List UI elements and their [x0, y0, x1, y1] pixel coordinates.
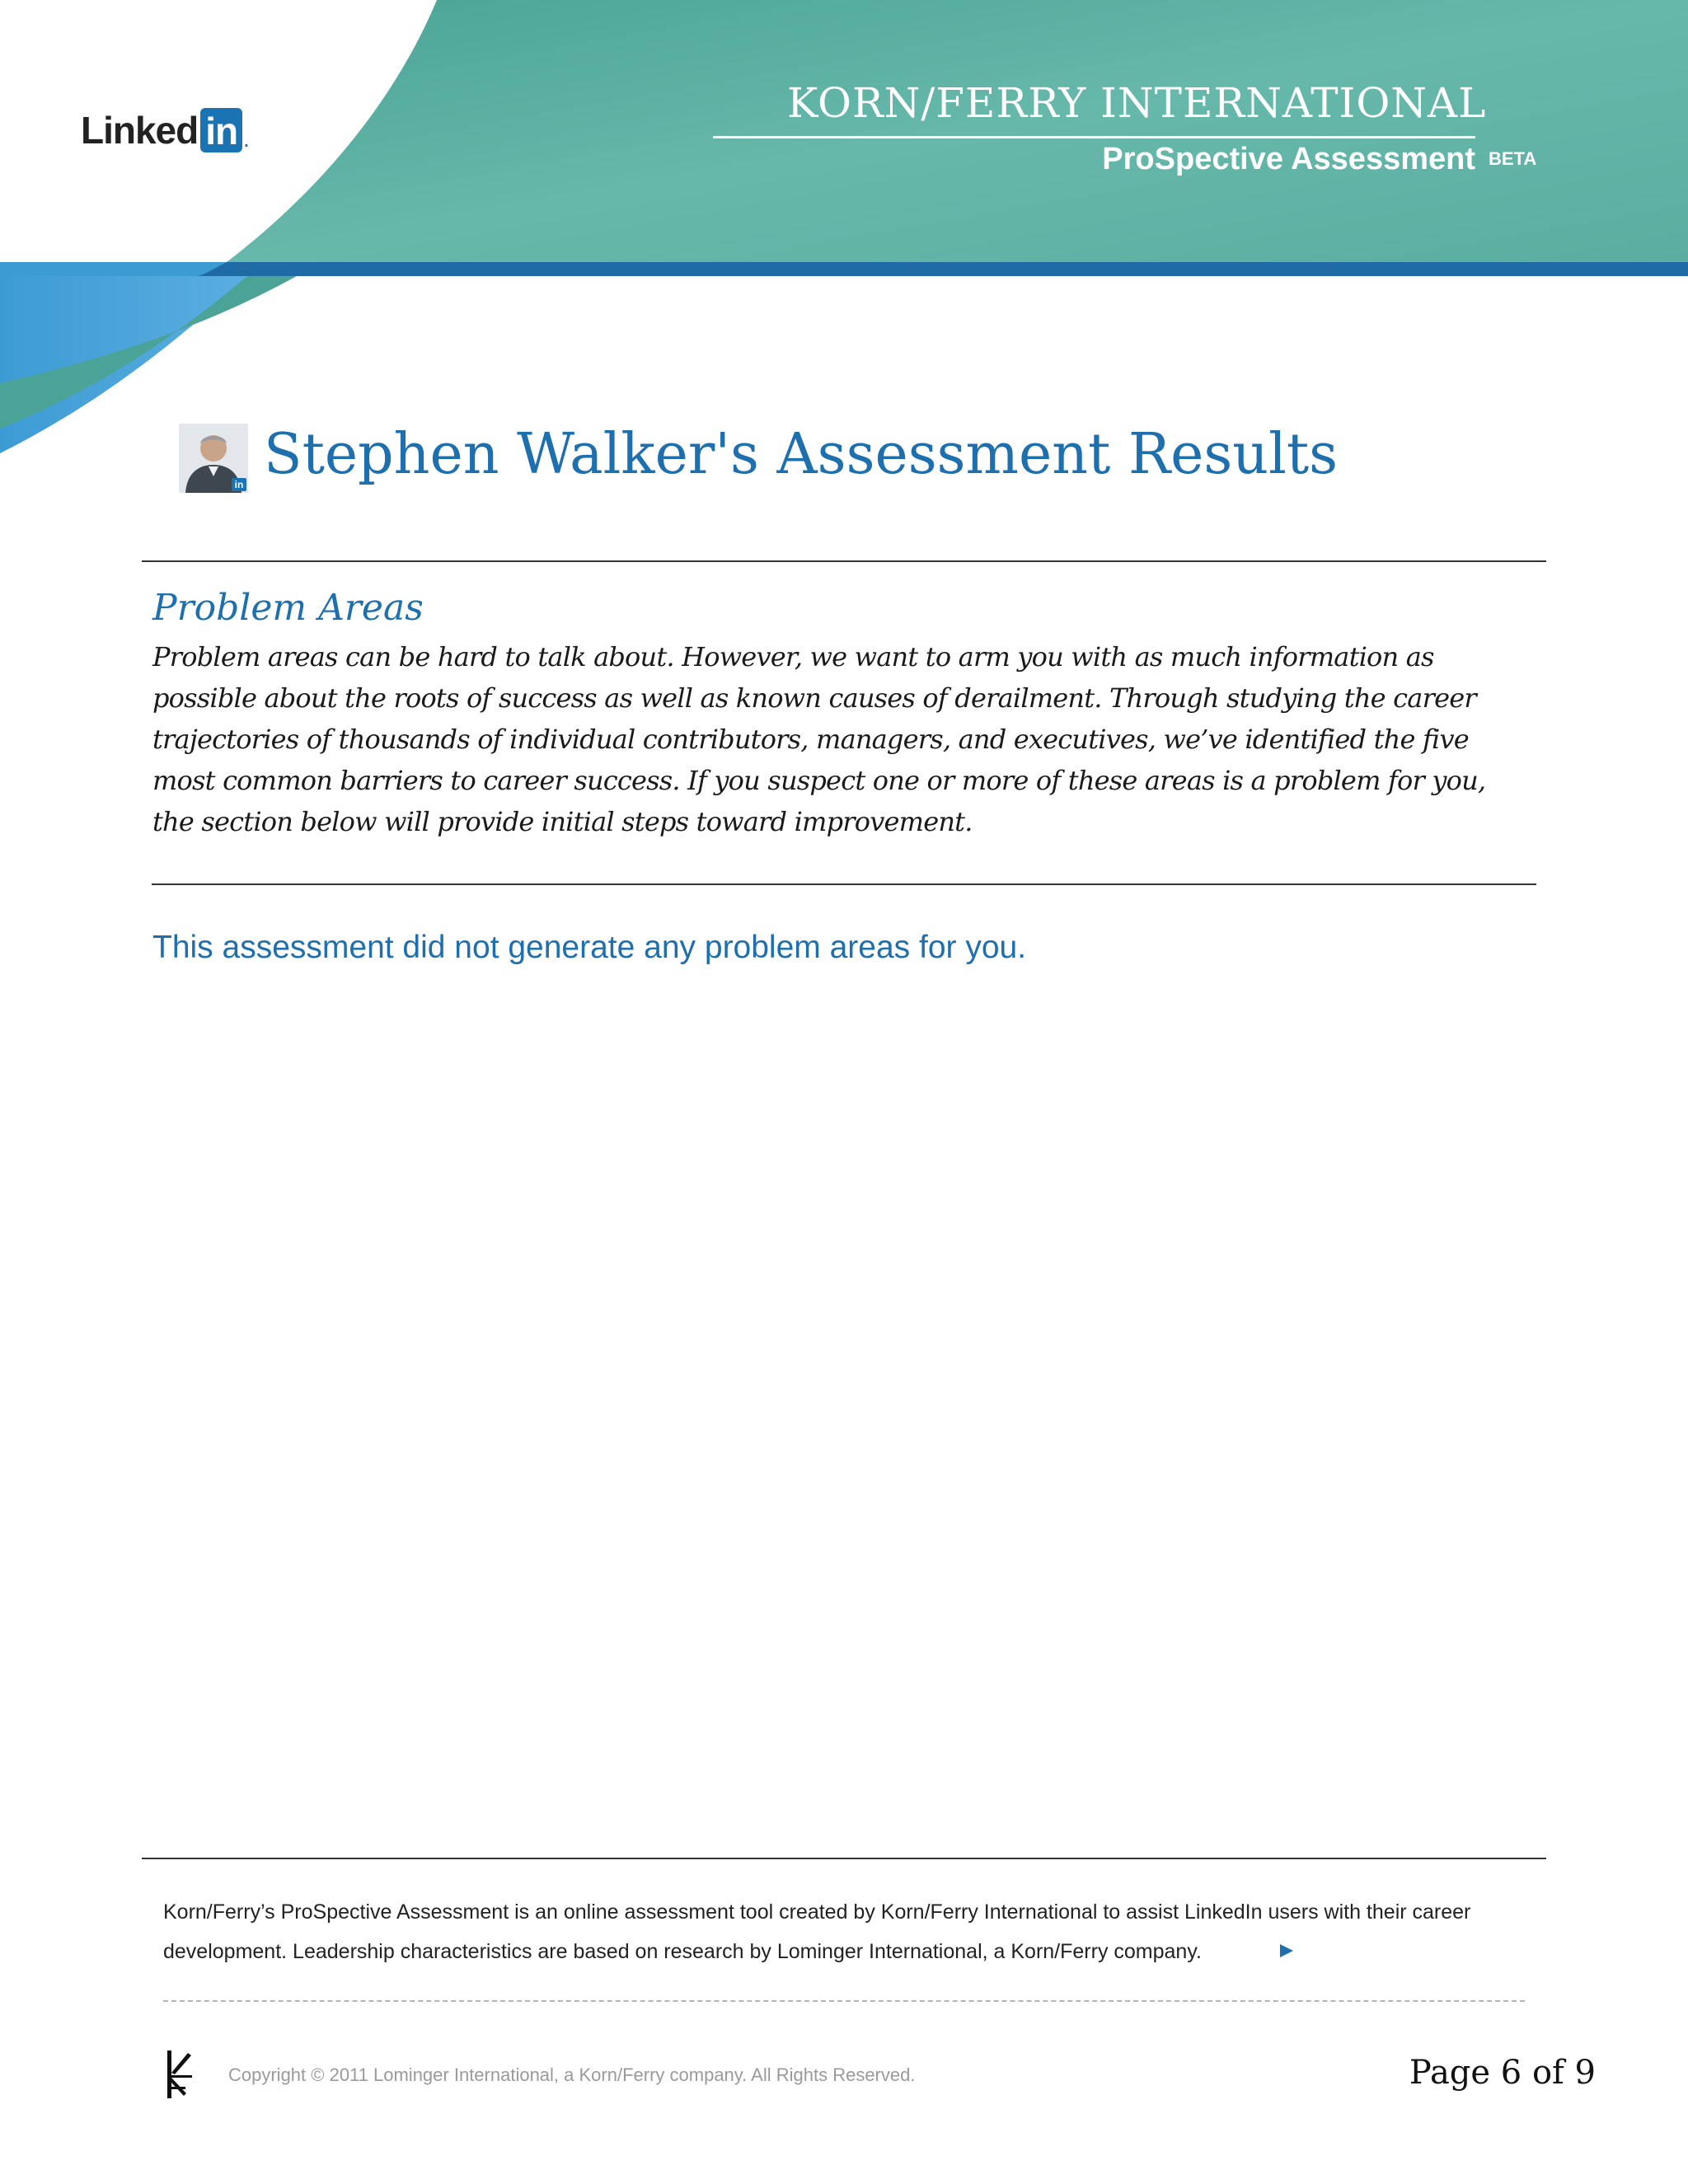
blue-band [0, 262, 1688, 276]
header-banner [0, 0, 1688, 462]
beta-badge: BETA [1489, 148, 1537, 169]
title-divider [142, 560, 1546, 562]
section-intro: Problem areas can be hard to talk about. However, we want to arm you with as much information as possible about the roots of success as well as known causes of derailment. Through studying the career trajectories of thousands of individual contributors, managers, and executives, we’ve identified the five most common barriers to career success. If you suspect one or more of these areas is a problem for you, the section below will provide initial steps toward improvement. [152, 641, 1486, 837]
footer-dashed-divider [163, 2000, 1525, 2002]
linkedin-wordmark: Linked [81, 109, 199, 152]
avatar [179, 424, 248, 493]
copyright-text: Copyright © 2011 Lominger International, a Korn/Ferry company. All Rights Reserved. [228, 2064, 916, 2085]
brand-rule [713, 136, 1475, 138]
avatar-linkedin-badge: in [232, 478, 246, 491]
linkedin-logo: Linked in . [81, 109, 248, 152]
section-heading: Problem Areas [152, 587, 424, 629]
page-title: Stephen Walker's Assessment Results [264, 422, 1339, 487]
footer-divider [142, 1858, 1546, 1859]
result-message: This assessment did not generate any problem areas for you. [152, 930, 1027, 965]
brand-name: KORN/FERRY INTERNATIONAL [787, 79, 1487, 127]
page-number: Page 6 of 9 [1409, 2054, 1596, 2092]
play-arrow-icon[interactable] [1278, 1942, 1296, 1960]
kf-small-logo-icon [163, 2050, 196, 2098]
section-divider [152, 883, 1536, 885]
header-background [0, 0, 1688, 462]
linkedin-in-box: in [200, 108, 242, 152]
kf-logo-icon [0, 0, 66, 96]
product-name: ProSpective Assessment [1102, 142, 1475, 176]
footer-description: Korn/Ferry’s ProSpective Assessment is an online assessment tool created by Korn/Ferry International to assist LinkedIn users with their career development. Leadership characteristics are based on research by Lominger International, a Korn/Ferry company. [163, 1900, 1471, 1963]
teal-banner [227, 0, 1688, 262]
